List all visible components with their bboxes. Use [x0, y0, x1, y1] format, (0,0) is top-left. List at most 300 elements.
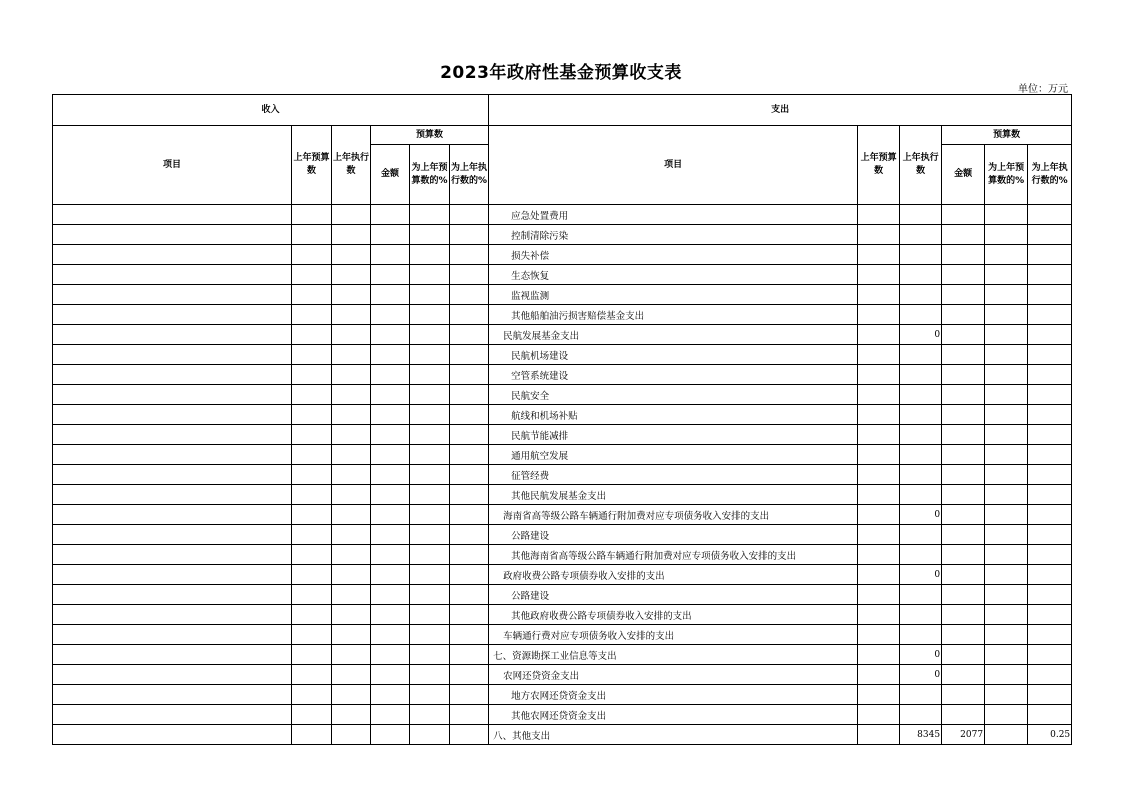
income-cell	[450, 445, 489, 465]
income-cell	[371, 705, 410, 725]
income-cell	[450, 265, 489, 285]
expense-pct-budget-cell	[985, 565, 1028, 585]
income-cell	[371, 305, 410, 325]
expense-prev-budget-header: 上年预算数	[858, 126, 900, 205]
income-cell	[53, 725, 292, 745]
expense-prev-exec-header: 上年执行数	[900, 126, 942, 205]
income-cell	[332, 705, 371, 725]
income-amount-header: 金额	[371, 145, 410, 205]
income-cell	[292, 225, 332, 245]
income-cell	[53, 345, 292, 365]
income-cell	[371, 565, 410, 585]
income-cell	[371, 425, 410, 445]
income-cell	[332, 665, 371, 685]
expense-item: 控制清除污染	[489, 225, 858, 245]
expense-pct-exec-cell	[1028, 345, 1072, 365]
income-cell	[53, 325, 292, 345]
income-cell	[410, 605, 450, 625]
income-cell	[292, 725, 332, 745]
table-row	[53, 625, 1072, 645]
table-row	[53, 325, 1072, 345]
expense-item: 其他农网还贷资金支出	[489, 705, 858, 725]
income-cell	[371, 545, 410, 565]
expense-amount-cell	[942, 505, 985, 525]
table-row	[53, 225, 1072, 245]
budget-table	[52, 94, 1072, 745]
expense-item: 其他民航发展基金支出	[489, 485, 858, 505]
income-cell	[450, 505, 489, 525]
expense-prev-budget-cell	[858, 205, 900, 225]
income-cell	[292, 585, 332, 605]
expense-amount-cell	[942, 245, 985, 265]
expense-item: 其他政府收费公路专项债券收入安排的支出	[489, 605, 858, 625]
expense-pct-budget-cell	[985, 385, 1028, 405]
income-cell	[53, 525, 292, 545]
expense-pct-budget-cell	[985, 545, 1028, 565]
income-cell	[292, 645, 332, 665]
table-row	[53, 245, 1072, 265]
income-cell	[332, 225, 371, 245]
income-cell	[450, 625, 489, 645]
expense-item: 政府收费公路专项债券收入安排的支出	[489, 565, 858, 585]
expense-pct-exec-cell	[1028, 705, 1072, 725]
table-row	[53, 685, 1072, 705]
expense-pct-exec-cell	[1028, 525, 1072, 545]
header-row-2	[53, 126, 1072, 145]
table-row	[53, 445, 1072, 465]
income-cell	[410, 205, 450, 225]
expense-pct-budget-cell	[985, 425, 1028, 445]
expense-amount-cell	[942, 585, 985, 605]
income-cell	[53, 505, 292, 525]
income-cell	[371, 465, 410, 485]
expense-item: 损失补偿	[489, 245, 858, 265]
expense-amount-cell	[942, 385, 985, 405]
expense-prev-exec-cell	[900, 485, 942, 505]
income-cell	[53, 665, 292, 685]
expense-pct-budget-cell	[985, 225, 1028, 245]
expense-item: 征管经费	[489, 465, 858, 485]
income-cell	[371, 505, 410, 525]
expense-pct-exec-cell	[1028, 265, 1072, 285]
income-cell	[53, 405, 292, 425]
expense-prev-exec-cell	[900, 205, 942, 225]
expense-amount-cell	[942, 525, 985, 545]
expense-prev-exec-cell	[900, 625, 942, 645]
income-cell	[410, 325, 450, 345]
expense-amount-cell: 2077	[942, 725, 985, 745]
expense-pct-exec-cell	[1028, 565, 1072, 585]
income-cell	[410, 405, 450, 425]
income-cell	[53, 225, 292, 245]
income-cell	[450, 605, 489, 625]
expense-pct-exec-cell	[1028, 685, 1072, 705]
income-cell	[53, 605, 292, 625]
expense-item: 车辆通行费对应专项债务收入安排的支出	[489, 625, 858, 645]
income-cell	[371, 205, 410, 225]
income-cell	[371, 445, 410, 465]
income-cell	[332, 545, 371, 565]
expense-prev-budget-cell	[858, 665, 900, 685]
expense-prev-exec-cell	[900, 305, 942, 325]
income-cell	[410, 705, 450, 725]
income-cell	[332, 305, 371, 325]
expense-amount-cell	[942, 565, 985, 585]
income-cell	[292, 485, 332, 505]
expense-amount-cell	[942, 285, 985, 305]
expense-prev-exec-cell	[900, 265, 942, 285]
table-row	[53, 665, 1072, 685]
income-cell	[332, 645, 371, 665]
income-cell	[332, 485, 371, 505]
table-row	[53, 425, 1072, 445]
income-cell	[292, 265, 332, 285]
income-cell	[371, 405, 410, 425]
income-cell	[450, 285, 489, 305]
expense-prev-budget-cell	[858, 605, 900, 625]
income-cell	[410, 585, 450, 605]
table-row	[53, 645, 1072, 665]
income-cell	[371, 385, 410, 405]
table-row	[53, 305, 1072, 325]
income-cell	[410, 285, 450, 305]
income-cell	[410, 305, 450, 325]
expense-item: 民航安全	[489, 385, 858, 405]
expense-pct-budget-cell	[985, 725, 1028, 745]
expense-pct-exec-cell	[1028, 225, 1072, 245]
income-cell	[332, 725, 371, 745]
expense-prev-exec-cell	[900, 545, 942, 565]
income-cell	[292, 545, 332, 565]
table-row	[53, 345, 1072, 365]
expense-pct-budget-cell	[985, 505, 1028, 525]
table-row	[53, 725, 1072, 745]
expense-prev-exec-cell	[900, 345, 942, 365]
income-cell	[332, 465, 371, 485]
income-cell	[450, 345, 489, 365]
table-row	[53, 705, 1072, 725]
income-cell	[410, 265, 450, 285]
income-cell	[332, 565, 371, 585]
expense-pct-exec-cell	[1028, 605, 1072, 625]
expense-item: 公路建设	[489, 585, 858, 605]
expense-prev-budget-cell	[858, 305, 900, 325]
expense-item-header: 项目	[489, 126, 858, 205]
expense-item: 空管系统建设	[489, 365, 858, 385]
expense-prev-budget-cell	[858, 505, 900, 525]
income-cell	[292, 365, 332, 385]
expense-prev-exec-cell: 0	[900, 505, 942, 525]
income-cell	[332, 365, 371, 385]
income-cell	[53, 565, 292, 585]
income-cell	[410, 445, 450, 465]
expense-pct-exec-cell	[1028, 625, 1072, 645]
expense-prev-exec-cell	[900, 525, 942, 545]
income-cell	[410, 245, 450, 265]
expense-prev-budget-cell	[858, 345, 900, 365]
income-cell	[332, 585, 371, 605]
income-cell	[292, 465, 332, 485]
table-row	[53, 585, 1072, 605]
income-cell	[332, 285, 371, 305]
expense-pct-exec-cell	[1028, 205, 1072, 225]
expense-pct-budget-cell	[985, 645, 1028, 665]
expense-pct-exec-cell	[1028, 325, 1072, 345]
expense-prev-exec-cell: 0	[900, 565, 942, 585]
expense-pct-exec-cell: 0.25	[1028, 725, 1072, 745]
income-cell	[292, 505, 332, 525]
expense-prev-budget-cell	[858, 525, 900, 545]
expense-amount-cell	[942, 445, 985, 465]
income-cell	[410, 425, 450, 445]
income-cell	[450, 585, 489, 605]
income-cell	[410, 465, 450, 485]
expense-amount-cell	[942, 425, 985, 445]
income-cell	[53, 385, 292, 405]
expense-item: 其他海南省高等级公路车辆通行附加费对应专项债务收入安排的支出	[489, 545, 858, 565]
expense-pct-budget-cell	[985, 205, 1028, 225]
expense-prev-exec-cell	[900, 245, 942, 265]
expense-pct-budget-cell	[985, 305, 1028, 325]
income-cell	[450, 305, 489, 325]
expense-pct-exec-cell	[1028, 545, 1072, 565]
expense-item: 农网还贷资金支出	[489, 665, 858, 685]
header-row-1	[53, 95, 1072, 126]
expense-amount-cell	[942, 305, 985, 325]
expense-item: 其他船舶油污损害赔偿基金支出	[489, 305, 858, 325]
income-cell	[292, 525, 332, 545]
expense-pct-budget-cell	[985, 265, 1028, 285]
income-cell	[450, 725, 489, 745]
income-cell	[371, 325, 410, 345]
expense-prev-exec-cell	[900, 365, 942, 385]
table-row	[53, 365, 1072, 385]
expense-pct-budget-cell	[985, 585, 1028, 605]
income-cell	[371, 645, 410, 665]
income-cell	[332, 625, 371, 645]
table-row	[53, 465, 1072, 485]
income-cell	[332, 385, 371, 405]
income-cell	[450, 665, 489, 685]
income-cell	[450, 405, 489, 425]
income-cell	[410, 685, 450, 705]
income-cell	[410, 225, 450, 245]
expense-prev-budget-cell	[858, 565, 900, 585]
income-cell	[371, 345, 410, 365]
income-cell	[450, 645, 489, 665]
expense-pct-exec-cell	[1028, 665, 1072, 685]
income-cell	[292, 605, 332, 625]
income-cell	[371, 265, 410, 285]
expense-prev-budget-cell	[858, 485, 900, 505]
income-pct-exec-header: 为上年执行数的%	[450, 145, 489, 205]
table-row	[53, 485, 1072, 505]
table-row	[53, 265, 1072, 285]
expense-pct-exec-cell	[1028, 645, 1072, 665]
expense-prev-exec-cell: 0	[900, 645, 942, 665]
income-cell	[53, 285, 292, 305]
expense-pct-budget-cell	[985, 465, 1028, 485]
expense-prev-budget-cell	[858, 625, 900, 645]
income-item-header: 项目	[53, 126, 292, 205]
expense-pct-budget-cell	[985, 685, 1028, 705]
income-cell	[410, 565, 450, 585]
expense-pct-budget-cell	[985, 485, 1028, 505]
expense-pct-exec-cell	[1028, 305, 1072, 325]
expense-item: 地方农网还贷资金支出	[489, 685, 858, 705]
expense-prev-budget-cell	[858, 365, 900, 385]
expense-prev-exec-cell: 8345	[900, 725, 942, 745]
income-cell	[410, 725, 450, 745]
expense-item: 民航机场建设	[489, 345, 858, 365]
expense-amount-cell	[942, 365, 985, 385]
income-cell	[292, 625, 332, 645]
expense-prev-budget-cell	[858, 285, 900, 305]
expense-budget-header: 预算数	[942, 126, 1072, 145]
income-cell	[450, 485, 489, 505]
expense-prev-budget-cell	[858, 405, 900, 425]
table-row	[53, 285, 1072, 305]
expense-pct-budget-cell	[985, 365, 1028, 385]
expense-prev-budget-cell	[858, 245, 900, 265]
table-row	[53, 605, 1072, 625]
income-cell	[292, 345, 332, 365]
income-cell	[292, 325, 332, 345]
page-title: 2023年政府性基金预算收支表	[440, 63, 682, 83]
expense-prev-exec-cell	[900, 285, 942, 305]
income-cell	[53, 705, 292, 725]
expense-pct-budget-cell	[985, 445, 1028, 465]
income-cell	[410, 485, 450, 505]
expense-amount-cell	[942, 325, 985, 345]
income-cell	[410, 385, 450, 405]
expense-pct-exec-cell	[1028, 245, 1072, 265]
expense-prev-exec-cell: 0	[900, 665, 942, 685]
income-cell	[332, 345, 371, 365]
expense-amount-cell	[942, 225, 985, 245]
expense-pct-budget-cell	[985, 325, 1028, 345]
income-cell	[450, 525, 489, 545]
income-cell	[292, 305, 332, 325]
income-cell	[371, 605, 410, 625]
income-cell	[410, 525, 450, 545]
expense-pct-budget-cell	[985, 605, 1028, 625]
income-cell	[332, 445, 371, 465]
income-cell	[292, 705, 332, 725]
income-cell	[371, 625, 410, 645]
income-cell	[371, 665, 410, 685]
expense-amount-cell	[942, 405, 985, 425]
table-row	[53, 405, 1072, 425]
expense-pct-exec-cell	[1028, 425, 1072, 445]
expense-amount-cell	[942, 345, 985, 365]
income-cell	[410, 645, 450, 665]
expense-amount-cell	[942, 465, 985, 485]
income-cell	[53, 645, 292, 665]
expense-prev-budget-cell	[858, 225, 900, 245]
expense-pct-exec-cell	[1028, 385, 1072, 405]
expense-amount-cell	[942, 205, 985, 225]
income-prev-exec-header: 上年执行数	[332, 126, 371, 205]
expense-item: 七、资源勘探工业信息等支出	[489, 645, 858, 665]
income-cell	[53, 625, 292, 645]
income-cell	[53, 425, 292, 445]
income-cell	[53, 685, 292, 705]
income-cell	[410, 625, 450, 645]
expense-pct-exec-cell	[1028, 285, 1072, 305]
income-cell	[450, 245, 489, 265]
expense-prev-budget-cell	[858, 725, 900, 745]
income-cell	[332, 245, 371, 265]
income-cell	[332, 525, 371, 545]
expense-prev-budget-cell	[858, 645, 900, 665]
income-cell	[410, 505, 450, 525]
income-cell	[53, 465, 292, 485]
expense-amount-cell	[942, 645, 985, 665]
income-cell	[332, 605, 371, 625]
income-cell	[332, 265, 371, 285]
expense-pct-budget-cell	[985, 705, 1028, 725]
expense-prev-exec-cell	[900, 385, 942, 405]
income-cell	[410, 345, 450, 365]
income-cell	[450, 365, 489, 385]
income-cell	[371, 365, 410, 385]
income-cell	[371, 585, 410, 605]
income-cell	[450, 225, 489, 245]
expense-item: 公路建设	[489, 525, 858, 545]
expense-pct-budget-cell	[985, 665, 1028, 685]
expense-prev-budget-cell	[858, 465, 900, 485]
expense-item: 航线和机场补贴	[489, 405, 858, 425]
income-cell	[450, 565, 489, 585]
expense-prev-exec-cell	[900, 585, 942, 605]
table-body	[53, 205, 1072, 745]
income-cell	[371, 525, 410, 545]
expense-prev-budget-cell	[858, 425, 900, 445]
expense-item: 八、其他支出	[489, 725, 858, 745]
income-cell	[410, 365, 450, 385]
table-row	[53, 505, 1072, 525]
table-row	[53, 205, 1072, 225]
income-cell	[450, 705, 489, 725]
income-cell	[450, 385, 489, 405]
expense-pct-exec-header: 为上年执行数的%	[1028, 145, 1072, 205]
income-cell	[332, 205, 371, 225]
expense-prev-exec-cell	[900, 425, 942, 445]
income-cell	[53, 265, 292, 285]
income-cell	[292, 245, 332, 265]
expense-prev-budget-cell	[858, 265, 900, 285]
income-cell	[371, 725, 410, 745]
income-header: 收入	[53, 95, 489, 126]
expense-pct-exec-cell	[1028, 485, 1072, 505]
income-cell	[371, 225, 410, 245]
expense-prev-budget-cell	[858, 705, 900, 725]
income-cell	[332, 505, 371, 525]
expense-amount-cell	[942, 665, 985, 685]
expense-item: 应急处置费用	[489, 205, 858, 225]
income-cell	[53, 485, 292, 505]
expense-pct-exec-cell	[1028, 585, 1072, 605]
income-cell	[371, 285, 410, 305]
expense-prev-exec-cell: 0	[900, 325, 942, 345]
income-cell	[332, 325, 371, 345]
income-pct-budget-header: 为上年预算数的%	[410, 145, 450, 205]
income-cell	[292, 665, 332, 685]
expense-item: 生态恢复	[489, 265, 858, 285]
expense-pct-budget-cell	[985, 285, 1028, 305]
table-row	[53, 545, 1072, 565]
